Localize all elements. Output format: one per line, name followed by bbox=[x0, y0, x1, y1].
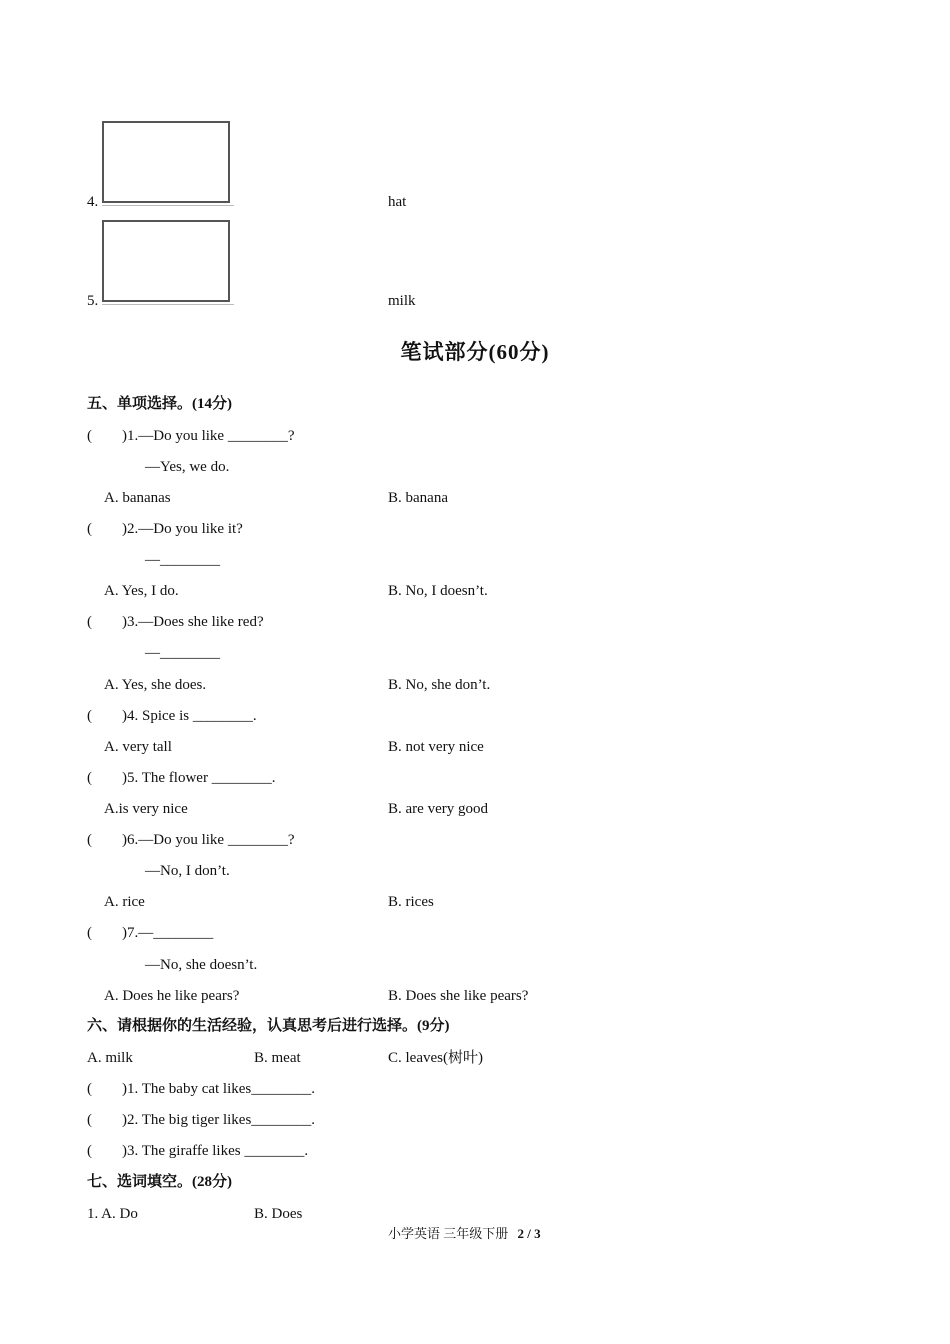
q7-option-a: A. Does he like pears? bbox=[104, 988, 240, 1004]
q2-stem: ( )2.—Do you like it? bbox=[87, 521, 243, 537]
part6-option-a: A. milk bbox=[87, 1050, 133, 1066]
q3-stem: ( )3.—Does she like red? bbox=[87, 614, 264, 630]
q7-option-b: B. Does she like pears? bbox=[388, 988, 529, 1004]
part6-q3: ( )3. The giraffe likes ________. bbox=[87, 1143, 309, 1159]
q4-option-a: A. very tall bbox=[104, 739, 172, 755]
part7-q1-option-a: 1. A. Do bbox=[87, 1206, 138, 1222]
q2-option-b: B. No, I doesn’t. bbox=[388, 583, 488, 599]
q1-option-a: A. bananas bbox=[104, 490, 171, 506]
q3-option-a: A. Yes, she does. bbox=[104, 677, 207, 693]
match-number-4: 4. bbox=[87, 194, 99, 210]
section-title: 笔试部分(60分) bbox=[400, 340, 550, 364]
q3-reply: —________ bbox=[145, 645, 220, 661]
q5-stem: ( )5. The flower ________. bbox=[87, 770, 276, 786]
q1-stem: ( )1.—Do you like ________? bbox=[87, 428, 295, 444]
part7-q1-option-b: B. Does bbox=[254, 1206, 303, 1222]
part6-heading: 六、请根据你的生活经验，认真思考后进行选择。(9分) bbox=[87, 1018, 450, 1034]
q1-reply: —Yes, we do. bbox=[145, 459, 230, 475]
part5-heading: 五、单项选择。(14分) bbox=[87, 396, 232, 412]
footer-subject: 小学英语 三年级下册 bbox=[388, 1226, 509, 1241]
q1-option-b: B. banana bbox=[388, 490, 448, 506]
q7-reply: —No, she doesn’t. bbox=[145, 957, 258, 973]
q3-option-b: B. No, she don’t. bbox=[388, 677, 491, 693]
q7-stem: ( )7.—________ bbox=[87, 925, 214, 941]
q6-reply: —No, I don’t. bbox=[145, 863, 230, 879]
q6-option-b: B. rices bbox=[388, 894, 434, 910]
part6-option-c: C. leaves(树叶) bbox=[388, 1050, 483, 1066]
q2-reply: —________ bbox=[145, 552, 220, 568]
q6-stem: ( )6.—Do you like ________? bbox=[87, 832, 295, 848]
part6-q1: ( )1. The baby cat likes________. bbox=[87, 1081, 316, 1097]
q5-option-b: B. are very good bbox=[388, 801, 488, 817]
match-word-4: hat bbox=[388, 194, 407, 210]
picture-box-underline-4 bbox=[102, 205, 234, 206]
match-word-5: milk bbox=[388, 293, 416, 309]
picture-box-5 bbox=[102, 220, 230, 302]
q5-option-a: A.is very nice bbox=[104, 801, 188, 817]
picture-box-4 bbox=[102, 121, 230, 203]
part7-heading: 七、选词填空。(28分) bbox=[87, 1174, 232, 1190]
q2-option-a: A. Yes, I do. bbox=[104, 583, 179, 599]
q4-stem: ( )4. Spice is ________. bbox=[87, 708, 257, 724]
part6-q2: ( )2. The big tiger likes________. bbox=[87, 1112, 316, 1128]
match-number-5: 5. bbox=[87, 293, 99, 309]
page-footer bbox=[388, 1225, 541, 1243]
page-number: 2 / 3 bbox=[517, 1226, 541, 1241]
q4-option-b: B. not very nice bbox=[388, 739, 484, 755]
picture-box-underline-5 bbox=[102, 304, 234, 305]
part6-option-b: B. meat bbox=[254, 1050, 301, 1066]
q6-option-a: A. rice bbox=[104, 894, 145, 910]
